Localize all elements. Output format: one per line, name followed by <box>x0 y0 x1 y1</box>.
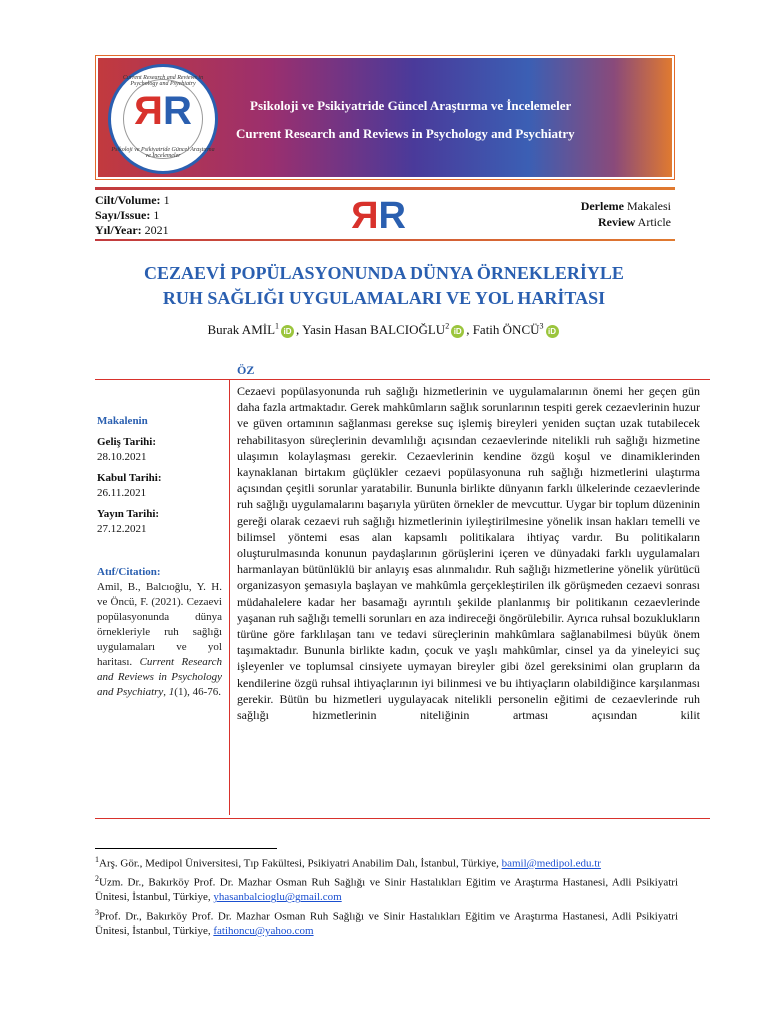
logo-arc-bottom-text: Psikoloji ve Psikiyatride Güncel Araştırma ve İncelemeler <box>111 147 215 159</box>
accepted-block <box>97 471 222 501</box>
logo-rr-mark <box>111 89 215 134</box>
citation-journal: Current Research and Reviews in Psychology and Psychiatry <box>97 656 222 698</box>
issue-value: 1 <box>153 208 160 222</box>
author-affil-sup: 2 <box>445 322 450 331</box>
received-block <box>97 435 222 465</box>
citation-pages: (1), 46-76. <box>174 686 222 698</box>
journal-title-en: Current Research and Reviews in Psychology and Psychiatry <box>236 126 575 141</box>
header-rule-bottom <box>95 239 675 241</box>
article-type-tr-text: Makalesi <box>627 199 671 213</box>
article-type-en <box>581 214 671 230</box>
article-title-line1: CEZAEVİ POPÜLASYONUNDA DÜNYA ÖRNEKLERİYLE <box>144 263 624 283</box>
header-rule-top <box>95 187 675 190</box>
author-name: Fatih ÖNCÜ <box>472 322 540 338</box>
abstract-top-rule <box>95 379 710 380</box>
article-type <box>581 198 671 230</box>
author-affil-sup: 1 <box>275 322 280 331</box>
year-label: Yıl/Year: <box>95 223 142 237</box>
received-date: 28.10.2021 <box>97 451 147 463</box>
footnote-3 <box>95 906 678 939</box>
article-type-en-bold: Review <box>598 215 636 229</box>
logo-arc-top-text: Current Research and Reviews in Psychology and Psychiatry <box>122 75 204 87</box>
footnote-email-link[interactable]: fatihoncu@yahoo.com <box>213 924 314 937</box>
footnote-1 <box>95 853 678 871</box>
article-type-en-text: Article <box>637 215 671 229</box>
article-type-tr-bold: Derleme <box>580 199 624 213</box>
rr-logo-small-left: R <box>356 195 379 237</box>
author-3 <box>473 322 561 337</box>
footnotes <box>95 853 678 939</box>
footnote-sup: 2 <box>95 874 99 884</box>
published-date: 27.12.2021 <box>97 523 147 535</box>
footnote-separator <box>95 848 277 849</box>
volume-line <box>95 193 170 208</box>
footnote-text: Prof. Dr., Bakırköy Prof. Dr. Mazhar Osman Ruh Sağlığı ve Sinir Hastalıkları Eğitim ve Araştırma Hastanesi, Adli Psikiyatri Ünitesi, İstanbul, Türkiye, <box>95 910 678 937</box>
published-block <box>97 507 222 537</box>
article-info-sidebar <box>97 414 222 700</box>
abstract-bottom-rule <box>95 818 710 819</box>
issue-info <box>95 193 170 238</box>
sidebar-divider <box>229 380 230 815</box>
sidebar-heading: Makalenin <box>97 415 148 427</box>
footnote-text: Arş. Gör., Medipol Üniversitesi, Tıp Fakültesi, Psikiyatri Anabilim Dalı, İstanbul, Türkiye, <box>99 857 499 870</box>
author-2 <box>302 322 473 337</box>
journal-title-tr: Psikoloji ve Psikiyatride Güncel Araştırma ve İncelemeler <box>250 98 572 113</box>
journal-logo <box>108 64 218 174</box>
logo-r-right: R <box>163 89 186 133</box>
footnote-email-link[interactable]: yhasanbalcioglu@gmail.com <box>213 891 342 904</box>
accepted-date: 26.11.2021 <box>97 487 147 499</box>
author-name: Burak AMİL <box>207 322 276 338</box>
citation-text: Amil, B., Balcıoğlu, Y. H. ve Öncü, F. (2021). Cezaevi popülasyonunda dünya örnekleriyle ruh sağlığı uygulamaları ve yol haritası. Current Research and Reviews in Psychology and Psychiatry, 1(1), 46-76. <box>97 581 222 698</box>
citation-volume: 1 <box>168 686 175 698</box>
received-label: Geliş Tarihi: <box>97 436 156 448</box>
volume-label: Cilt/Volume: <box>95 193 161 207</box>
citation-heading: Atıf/Citation: <box>97 566 161 578</box>
rr-logo-small <box>356 195 401 238</box>
author-list <box>60 322 708 338</box>
footnote-text: Uzm. Dr., Bakırköy Prof. Dr. Mazhar Osman Ruh Sağlığı ve Sinir Hastalıkları Eğitim ve Araştırma Hastanesi, Adli Psikiyatri Ünitesi, İstanbul, Türkiye, <box>95 876 678 904</box>
accepted-label: Kabul Tarihi: <box>97 472 162 484</box>
footnote-sup: 3 <box>95 907 99 917</box>
article-title <box>60 261 708 311</box>
journal-banner <box>95 55 675 180</box>
logo-r-left: R <box>140 89 163 133</box>
abstract-body: Cezaevi popülasyonunda ruh sağlığı hizmetlerinin ve uygulamalarının önemi her geçen gün daha fazla artmaktadır. Gerek mahkûmların sağlık sorunlarının tespiti gerek cezaevlerinin huzur ve güven ortamının sağlanması gerekse suç işlemiş bireyleri yeniden suçtan uzak tutabilecek rehabilitasyon süreçlerinin devamlılığı açısından cezaevlerinde nitelikli ruh sağlığı hizmetine ulaşımın kolaylaşması gerekir. Cezaevlerinin kendine özgü koşul ve dinamiklerinden kaynaklanan birtakım güçlükler cezaevi popülasyonuna ruh sağlığı hizmetlerini ulaştırma açısından çeşitli sorunlar yaratabilir. Bununla birlikte dünyanın farklı ülkelerinde cezaevlerinde ruh sağlığı uygulamalarını başarıyla yürüten örnekler de mevcuttur. Uygar bir toplum düzeninin gereği olarak cezaevi ruh sağlığı hizmetlerinin iyileştirilmesine yönelik insan hakları temelli ve bilimsel yöntemi esas alan kapsamlı politikalara ihtiyaç vardır. Bu politikaların oluşturulmasında konunun paydaşlarının görüşlerini içeren ve dünyadaki farklı uygulamaları harmanlayan bütünlüklü bir anlayış esas alınmalıdır. Ruh sağlığı hizmetlerine yönelik yürütücü organizasyon şemasıyla başlayan ve mahkûmla gerçekleştirilen ilk görüşmeden cezaevi sonrası müdahalelere kadar her basamağı ayrıntılı şekilde planlanmış bir politikanın cezaevlerinde yaşanan ruh sağlığı temelli sorunları en aza indireceği öngörülebilir. Ayrıca ruhsal bozuklukların türüne göre farklılaşan tanı ve tedavi süreçlerinin mahkûmlara sağlanabilmesi büyük önem taşımaktadır. Bununla birlikte kadın, çocuk ve yaşlı mahkûmlar, cinsel ya da yineleyici suç işleyenler ve toplumsal cinsiyete uymayan bireyler gibi özel gereksinimi olan grupların da kendilerine özgü ruhsal ihtiyaçlarının iyi bilinmesi ve bu ihtiyaçların olabildiğince karşılanması gerekir. Bütün bu hizmetleri uygulayacak nitelikli personelin eğitimi de cezaevlerinde ruh sağlığı hizmetlerinin niteliğinin artması açısından kilit <box>237 384 700 723</box>
article-title-line2: RUH SAĞLIĞI UYGULAMALARI VE YOL HARİTASI <box>162 288 606 308</box>
footnote-sup: 1 <box>95 855 99 864</box>
orcid-icon[interactable]: iD <box>281 325 294 338</box>
orcid-icon[interactable]: iD <box>546 325 559 338</box>
article-type-tr <box>581 198 671 214</box>
author-1 <box>208 322 303 337</box>
year-line <box>95 223 170 238</box>
published-label: Yayın Tarihi: <box>97 508 160 520</box>
citation-plain: Amil, B., Balcıoğlu, Y. H. ve Öncü, F. (2021). Cezaevi popülasyonunda dünya örnekleriyle ruh sağlığı uygulamaları ve yol haritası. <box>97 581 222 668</box>
volume-value: 1 <box>163 193 170 207</box>
orcid-icon[interactable]: iD <box>451 325 464 338</box>
author-separator: , <box>296 322 303 338</box>
banner-gradient <box>98 58 672 177</box>
issue-label: Sayı/Issue: <box>95 208 151 222</box>
year-value: 2021 <box>144 223 169 237</box>
author-affil-sup: 3 <box>539 322 544 331</box>
author-separator: , <box>466 322 473 338</box>
footnote-2 <box>95 872 678 905</box>
abstract-heading: ÖZ <box>237 363 255 377</box>
issue-line <box>95 208 170 223</box>
footnote-email-link[interactable]: bamil@medipol.edu.tr <box>501 857 601 870</box>
author-name: Yasin Hasan BALCIOĞLU <box>302 322 446 338</box>
rr-logo-small-right: R <box>378 195 401 237</box>
